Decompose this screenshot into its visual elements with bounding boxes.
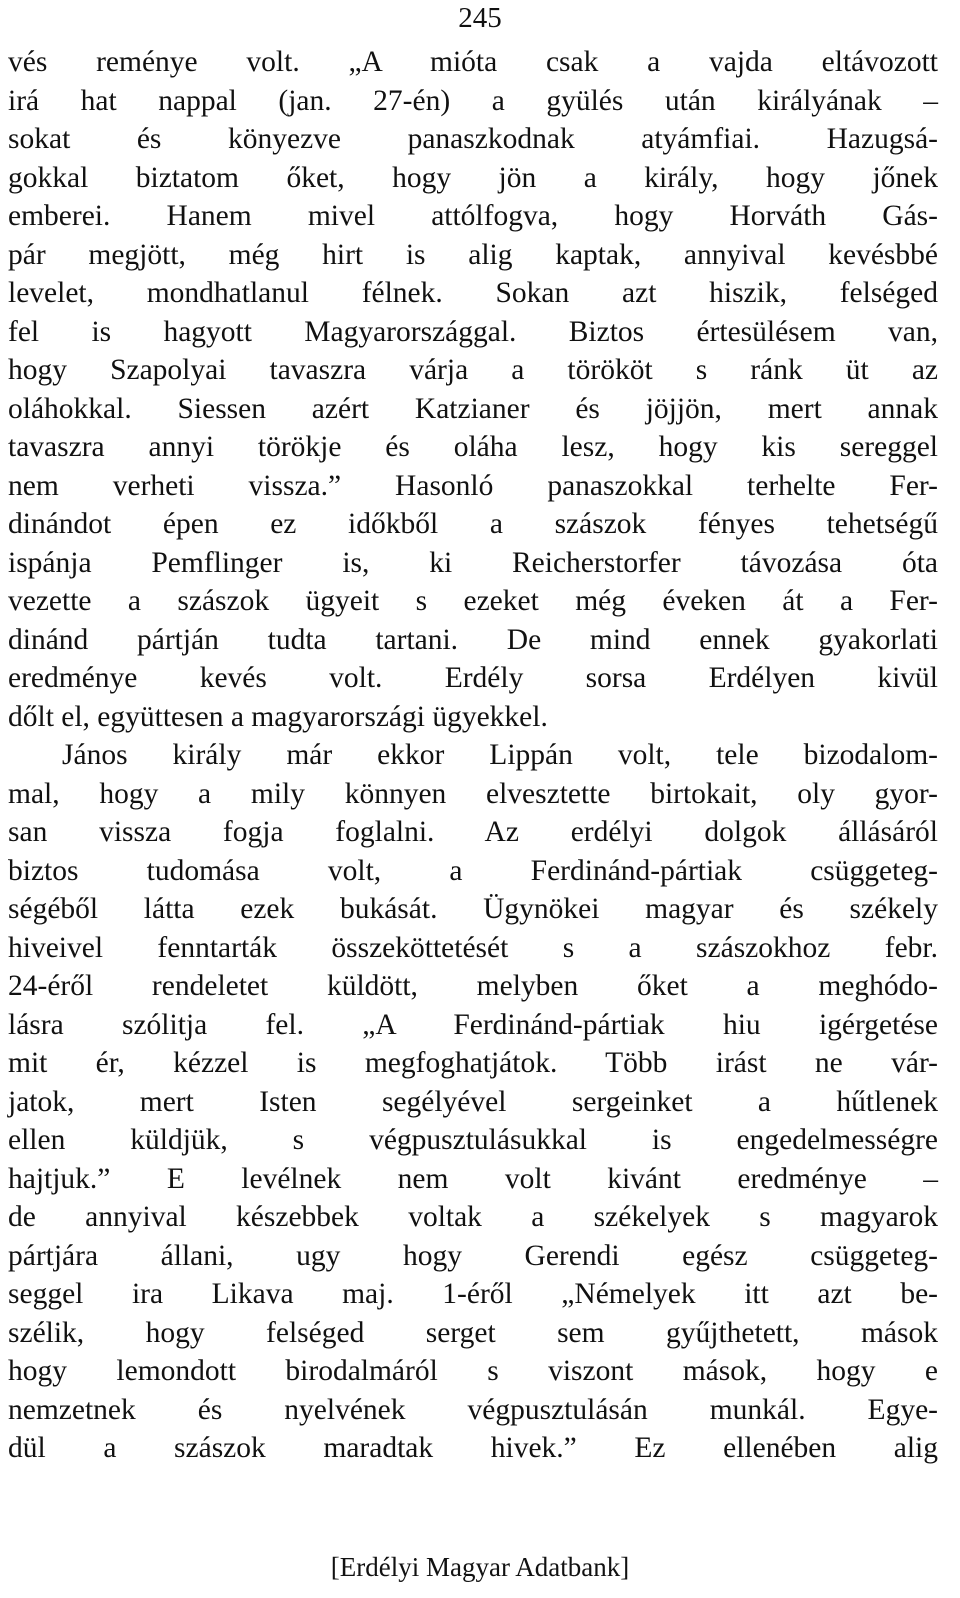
text-line: 24-éről rendeletet küldött, melyben őket a meghódo- [8,970,938,1002]
text-line: mal, hogy a mily könnyen elvesztette birtokait, oly gyor- [8,777,938,810]
text-line: János király már ekkor Lippán volt, tele bizodalom- [62,739,938,771]
text-line: nemzetnek és nyelvének végpusztulásán munkál. Egye- [8,1393,938,1426]
text-line: ispánja Pemflinger is, ki Reicherstorfer távozása óta [8,546,938,579]
text-line: ellen küldjük, s végpusztulásukkal is engedelmességre [8,1124,938,1156]
text-line: tavaszra annyi törökje és oláha lesz, hogy kis sereggel [8,431,938,463]
text-line: hogy lemondott birodalmáról s viszont mások, hogy e [8,1355,938,1387]
text-line: pár megjött, még hirt is alig kaptak, annyival kevésbbé [8,238,938,271]
text-line: eredménye kevés volt. Erdély sorsa Erdélyen kivül [8,662,938,694]
text-line: levelet, mondhatlanul félnek. Sokan azt hiszik, felséged [8,277,938,309]
text-line: sokat és könyezve panaszkodnak atyámfiai. Hazugsá- [8,123,938,155]
text-line: oláhokkal. Siessen azért Katzianer és jöjjön, mert annak [8,392,938,425]
body-text [8,43,938,1468]
text-line: lásra szólitja fel. „A Ferdinánd-pártiak hiu igérgetése [8,1008,938,1041]
text-line: dül a szászok maradtak hivek.” Ez ellenében alig [8,1432,938,1464]
text-line: vés reménye volt. „A mióta csak a vajda eltávozott [8,46,938,78]
text-line: dinánd pártján tudta tartani. De mind ennek gyakorlati [8,623,938,656]
text-line: hajtjuk.” E levélnek nem volt kivánt eredménye – [8,1162,938,1195]
text-line: pártjára állani, ugy hogy Gerendi egész csüggeteg- [8,1239,938,1272]
text-line: jatok, mert Isten segélyével sergeinket a hűtlenek [8,1085,938,1118]
text-line: szélik, hogy felséged serget sem gyűjthetett, mások [8,1316,938,1349]
footer-source: [Erdélyi Magyar Adatbank] [330,1552,630,1582]
text-line: de annyival készebbek voltak a székelyek s magyarok [8,1201,938,1233]
text-line: hiveivel fenntarták összeköttetését s a szászokhoz febr. [8,931,938,964]
page-number: 245 [458,2,502,34]
text-line: mit ér, kézzel is megfoghatjátok. Több irást ne vár- [8,1047,938,1079]
text-line: seggel ira Likava maj. 1-éről „Némelyek itt azt be- [8,1278,938,1310]
text-line: emberei. Hanem mivel attólfogva, hogy Horváth Gás- [8,200,938,232]
text-line: vezette a szászok ügyeit s ezeket még éveken át a Fer- [8,585,938,617]
text-line: nem verheti vissza.” Hasonló panaszokkal terhelte Fer- [8,469,938,502]
text-line: ségéből látta ezek bukását. Ügynökei magyar és székely [8,893,938,925]
text-line: dőlt el, együttesen a magyarországi ügyekkel. [8,700,548,733]
text-line: san vissza fogja foglalni. Az erdélyi dolgok állásáról [8,816,938,848]
text-line: irá hat nappal (jan. 27-én) a gyülés után királyának – [8,84,938,117]
text-line: biztos tudomása volt, a Ferdinánd-pártiak csüggeteg- [8,854,938,887]
text-line: gokkal biztatom őket, hogy jön a király, hogy jőnek [8,161,938,194]
text-line: dinándot épen ez időkből a szászok fényes tehetségű [8,508,938,540]
text-line: hogy Szapolyai tavaszra várja a törököt s ránk üt az [8,354,938,386]
text-line: fel is hagyott Magyarországgal. Biztos értesülésem van, [8,315,938,348]
